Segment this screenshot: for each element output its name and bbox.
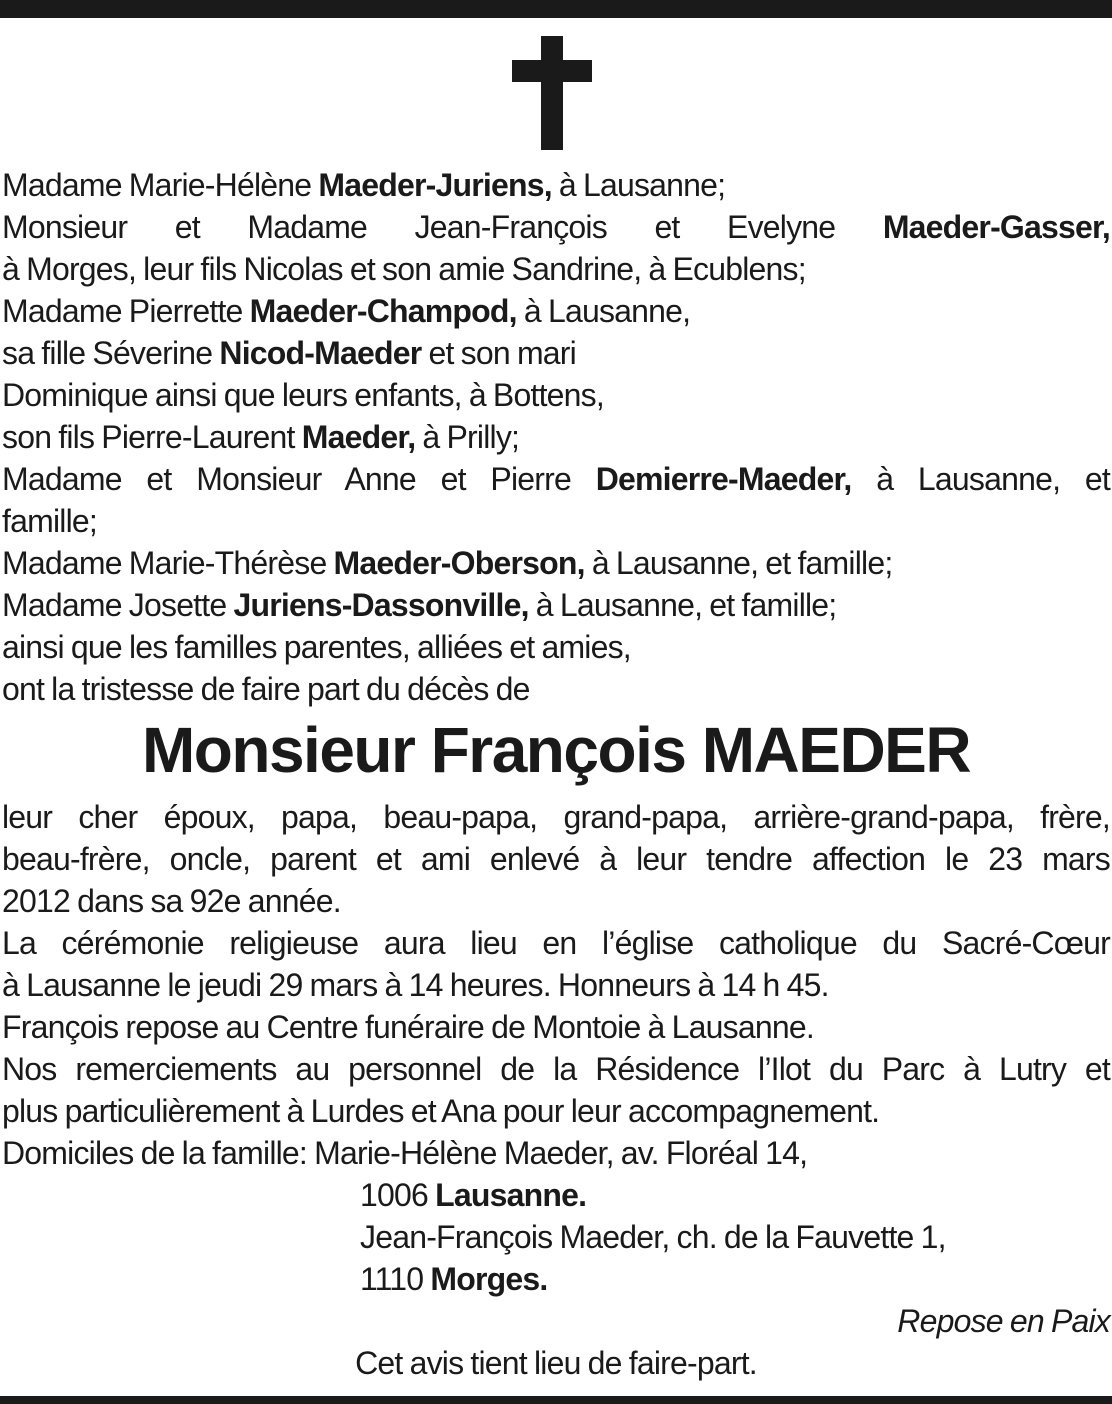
notice-details — [2, 796, 1110, 1384]
detail-line-6: François repose au Centre funéraire de Montoie à Lausanne. — [2, 1009, 814, 1045]
family-line-9: famille; — [2, 503, 97, 539]
domicile-line-2: 1006 Lausanne. — [360, 1177, 587, 1213]
detail-line-5: à Lausanne le jeudi 29 mars à 14 heures. Honneurs à 14 h 45. — [2, 967, 829, 1003]
domicile-label: Domiciles de la famille: — [2, 1135, 315, 1171]
family-line-4: Madame Pierrette Maeder-Champod, à Lausanne, — [2, 293, 691, 329]
cross-icon — [512, 36, 592, 150]
domicile-line-1: Domiciles de la famille: Marie-Hélène Maeder, av. Floréal 14, — [2, 1135, 808, 1171]
family-line-11: Madame Josette Juriens-Dassonville, à Lausanne, et famille; — [2, 587, 837, 623]
family-line-12: ainsi que les familles parentes, alliées et amies, — [2, 629, 631, 665]
family-line-7: son fils Pierre-Laurent Maeder, à Prilly; — [2, 419, 520, 455]
family-line-2: Monsieur et Madame Jean-François et Evelyne Maeder-Gasser, — [2, 209, 1110, 245]
detail-line-2: beau-frère, oncle, parent et ami enlevé à leur tendre affection le 23 mars — [2, 841, 1110, 877]
family-line-1: Madame Marie-Hélène Maeder-Juriens, à Lausanne; — [2, 167, 726, 203]
detail-line-4: La cérémonie religieuse aura lieu en l’église catholique du Sacré-Cœur — [2, 925, 1110, 961]
family-line-6: Dominique ainsi que leurs enfants, à Bottens, — [2, 377, 604, 413]
detail-line-7: Nos remerciements au personnel de la Résidence l’Ilot du Parc à Lutry et — [2, 1051, 1110, 1087]
family-line-10: Madame Marie-Thérèse Maeder-Oberson, à Lausanne, et famille; — [2, 545, 893, 581]
top-rule — [0, 0, 1112, 18]
family-line-13: ont la tristesse de faire part du décès de — [2, 671, 530, 707]
deceased-name: Monsieur François MAEDER — [141, 714, 971, 786]
family-line-8: Madame et Monsieur Anne et Pierre Demierre-Maeder, à Lausanne, et — [2, 461, 1110, 497]
detail-line-3: 2012 dans sa 92e année. — [2, 883, 341, 919]
domicile-line-3: Jean-François Maeder, ch. de la Fauvette 1, — [360, 1219, 946, 1255]
detail-line-1: leur cher époux, papa, beau-papa, grand-papa, arrière-grand-papa, frère, — [2, 799, 1110, 835]
family-list — [2, 164, 1110, 710]
family-line-5: sa fille Séverine Nicod-Maeder et son mari — [2, 335, 576, 371]
detail-line-8: plus particulièrement à Lurdes et Ana pour leur accompagnement. — [2, 1093, 880, 1129]
bottom-rule — [0, 1396, 1112, 1404]
family-line-3: à Morges, leur fils Nicolas et son amie Sandrine, à Ecublens; — [2, 251, 806, 287]
footer-note: Cet avis tient lieu de faire-part. — [355, 1345, 757, 1381]
domicile-line-4: 1110 Morges. — [360, 1261, 548, 1297]
closing-phrase: Repose en Paix — [897, 1303, 1110, 1339]
